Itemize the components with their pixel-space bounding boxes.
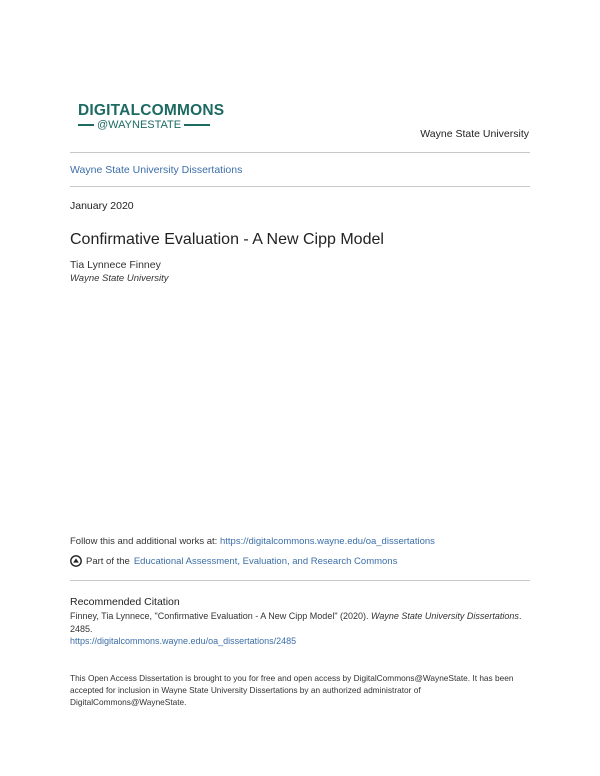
part-of-prefix: Part of the	[86, 555, 130, 567]
commons-network-icon	[70, 555, 82, 567]
part-of-link[interactable]: Educational Assessment, Evaluation, and Research Commons	[133, 555, 398, 567]
divider	[70, 580, 530, 581]
logo-dash-right	[184, 124, 210, 126]
logo-dash-left	[78, 124, 94, 126]
follow-prefix: Follow this and additional works at:	[70, 536, 220, 547]
open-access-note: This Open Access Dissertation is brought to you for free and open access by DigitalCommons@WayneState. It has been accepted for inclusion in Wayne State University Dissertations by an authorized administrator of DigitalCommons@WayneState.	[70, 673, 514, 707]
publication-date: January 2020	[70, 200, 134, 212]
part-of-line	[70, 555, 397, 567]
divider	[70, 152, 530, 153]
follow-link[interactable]: https://digitalcommons.wayne.edu/oa_dissertations	[219, 536, 435, 547]
university-name: Wayne State University	[420, 128, 529, 140]
citation-series: Wayne State University Dissertations	[371, 611, 519, 621]
digitalcommons-logo[interactable]	[78, 102, 225, 131]
author-name: Tia Lynnece Finney	[70, 259, 161, 271]
follow-line	[70, 536, 435, 547]
recommended-citation-heading: Recommended Citation	[70, 596, 180, 608]
citation-end: . 2485.	[70, 611, 522, 634]
document-title: Confirmative Evaluation - A New Cipp Model	[70, 231, 384, 248]
logo-subline-text: @WAYNESTATE	[97, 119, 182, 131]
divider	[70, 186, 530, 187]
logo-subline	[78, 119, 218, 131]
citation-text	[70, 610, 530, 636]
citation-link[interactable]: https://digitalcommons.wayne.edu/oa_dissertations/2485	[70, 636, 297, 646]
author-affiliation: Wayne State University	[70, 273, 169, 284]
citation-plain: Finney, Tia Lynnece, "Confirmative Evaluation - A New Cipp Model" (2020).	[70, 611, 372, 621]
series-link[interactable]: Wayne State University Dissertations	[70, 164, 243, 176]
logo-wordmark: DIGITALCOMMONS	[78, 102, 225, 119]
